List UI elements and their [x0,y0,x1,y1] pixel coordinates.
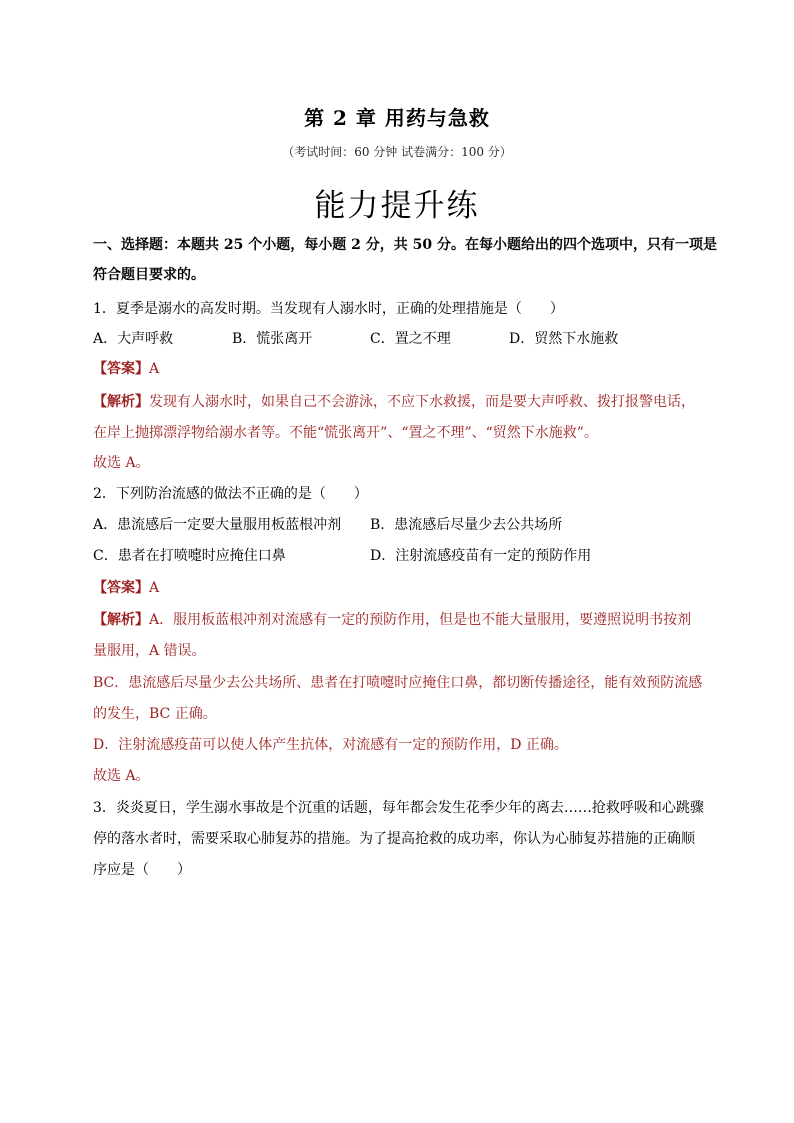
q1-option-d: D．贸然下水施救 [509,331,619,347]
q2-conclusion: 故选 A。 [93,768,150,784]
q2-analysis-line-3: BC．患流感后尽量少去公共场所、患者在打喷嚏时应掩住口鼻，都切断传播途径，能有效预防流感 [93,675,703,691]
q1-option-b: B．慌张离开 [232,331,313,347]
chapter-title: 第 2 章 用药与急救 [304,106,490,130]
q2-analysis-line-2: 量服用，A 错误。 [93,643,206,659]
q2-answer [93,578,705,598]
answer-value: A [149,580,160,596]
q1-analysis-line-2: 在岸上抛掷漂浮物给溺水者等。不能“慌张离开”、“置之不理”、“贸然下水施救”。 [93,425,598,441]
question-1-stem: 1．夏季是溺水的高发时期。当发现有人溺水时，正确的处理措施是（ ） [93,301,564,317]
section-heading: 能力提升练 [314,188,480,224]
analysis-text: 发现有人溺水时，如果自己不会游泳，不应下水救援，而是要大声呼救、拨打报警电话， [149,394,695,410]
question-3-stem-line-2: 停的落水者时，需要采取心肺复苏的措施。为了提高抢救的成功率，你认为心肺复苏措施的正确顺 [93,831,695,847]
question-3-stem-line-3: 序应是（ ） [93,862,191,878]
analysis-text: A．服用板蓝根冲剂对流感有一定的预防作用，但是也不能大量服用，要遵照说明书按剂 [149,612,692,628]
answer-value: A [149,361,160,377]
answer-tag: 【答案】 [93,580,149,596]
answer-tag: 【答案】 [93,361,149,377]
q1-option-c: C．置之不理 [370,331,451,347]
q2-option-c: C．患者在打喷嚏时应掩住口鼻 [93,548,286,564]
q1-answer [93,359,705,379]
analysis-tag: 【解析】 [93,394,149,410]
analysis-tag: 【解析】 [93,612,149,628]
q2-option-d: D．注射流感疫苗有一定的预防作用 [370,548,592,564]
q1-conclusion: 故选 A。 [93,455,150,471]
q2-option-a: A．患流感后一定要大量服用板蓝根冲剂 [93,517,342,533]
instructions-line-1: 一、选择题：本题共 25 个小题，每小题 2 分，共 50 分。在每小题给出的四个选项中，只有一项是 [93,237,717,253]
instructions-line-2: 符合题目要求的。 [93,267,205,283]
q2-analysis-line-4: 的发生，BC 正确。 [93,706,217,722]
question-2-stem: 2．下列防治流感的做法不正确的是（ ） [93,486,368,502]
q2-analysis-line-1 [93,610,705,630]
q2-analysis-line-5: D．注射流感疫苗可以使人体产生抗体，对流感有一定的预防作用，D 正确。 [93,737,568,753]
exam-info: （考试时间：60 分钟 试卷满分：100 分） [282,145,512,159]
q2-option-b: B．患流感后尽量少去公共场所 [370,517,563,533]
question-3-stem-line-1: 3．炎炎夏日，学生溺水事故是个沉重的话题，每年都会发生花季少年的离去……抢救呼吸和心跳骤 [93,800,704,816]
q1-analysis-line-1 [93,392,705,412]
q1-option-a: A．大声呼救 [93,331,174,347]
